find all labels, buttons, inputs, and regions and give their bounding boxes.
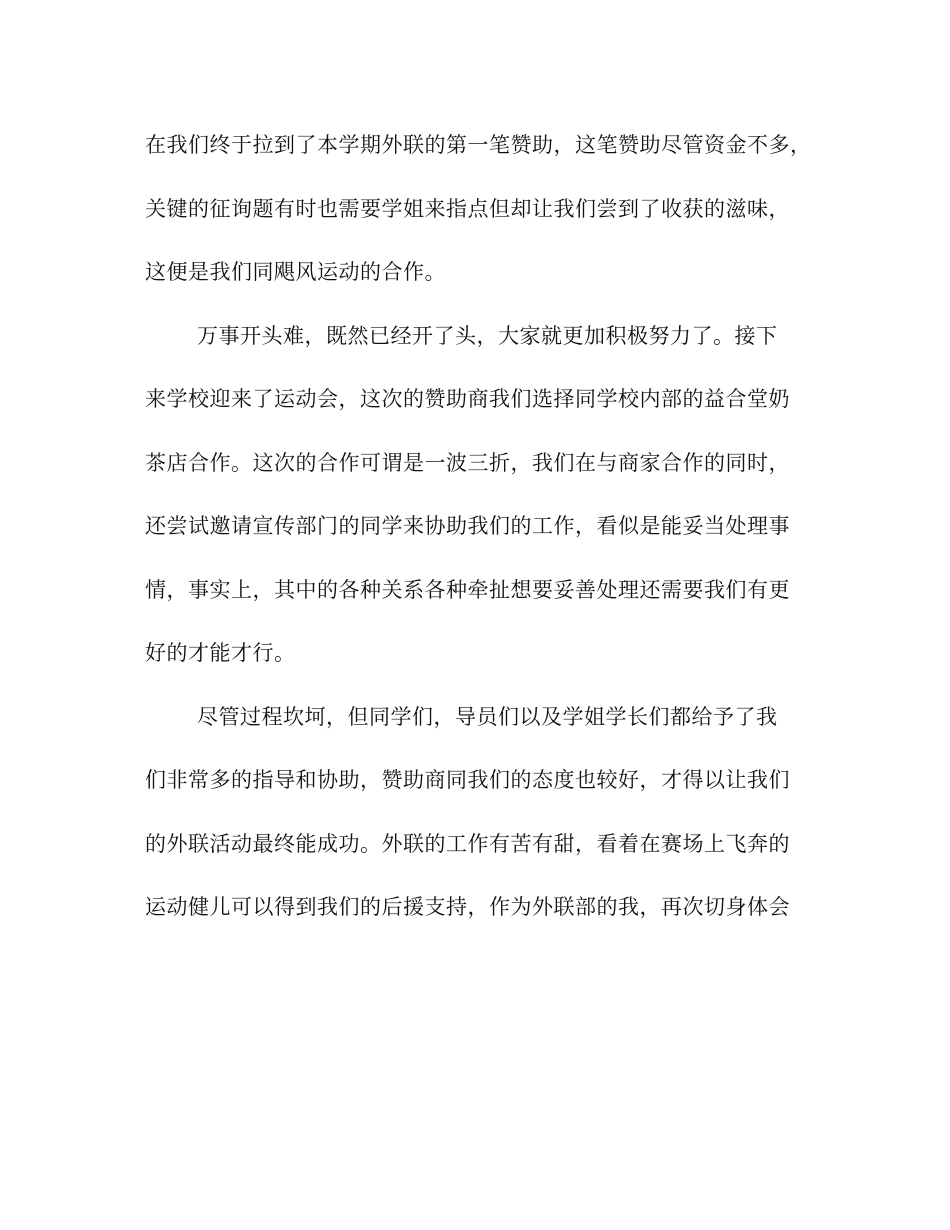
text-line: 万事开头难，既然已经开了头，大家就更加积极努力了。接下: [197, 323, 778, 348]
text-line: 情，事实上，其中的各种关系各种牵扯想要妥善处理还需要我们有更: [145, 577, 790, 602]
text-line: 尽管过程坎坷，但同学们，导员们以及学姐学长们都给予了我: [197, 704, 778, 729]
paragraph-3: [145, 692, 810, 946]
paragraph-1: [145, 120, 810, 311]
text-line: 们非常多的指导和协助，赞助商同我们的态度也较好，才得以让我们: [145, 768, 790, 792]
text-line: 好的才能才行。: [145, 641, 296, 665]
text-line: 运动健儿可以得到我们的后援支持，作为外联部的我，再次切身体会: [145, 895, 790, 919]
paragraph-2: [145, 311, 810, 692]
text-line: 还尝试邀请宣传部门的同学来协助我们的工作，看似是能妥当处理事: [145, 514, 790, 538]
text-line: 这便是我们同飓风运动的合作。: [145, 260, 446, 284]
text-line: 来学校迎来了运动会，这次的赞助商我们选择同学校内部的益合堂奶: [145, 387, 790, 411]
document-body: [145, 120, 810, 946]
text-line: 的外联活动最终能成功。外联的工作有苦有甜，看着在赛场上飞奔的: [145, 831, 790, 856]
text-line: 关键的征询题有时也需要学姐来指点但却让我们尝到了收获的滋味，: [145, 196, 790, 221]
text-line: 在我们终于拉到了本学期外联的第一笔赞助，这笔赞助尽管资金不多，: [145, 133, 812, 157]
text-line: 茶店合作。这次的合作可谓是一波三折，我们在与商家合作的同时，: [145, 450, 790, 475]
